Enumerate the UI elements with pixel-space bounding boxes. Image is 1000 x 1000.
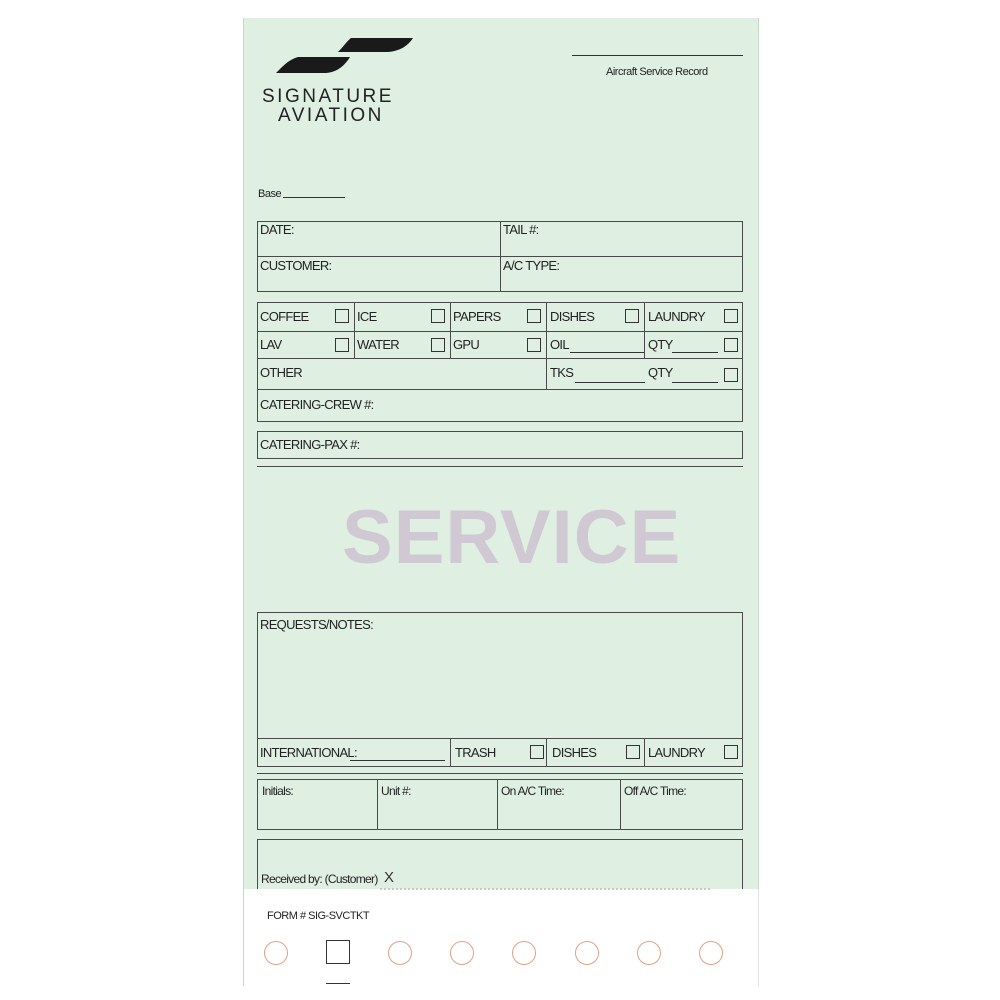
off-ac-time-field[interactable]: Off A/C Time: — [624, 784, 687, 798]
punch-hole — [637, 941, 661, 965]
punch-hole — [512, 941, 536, 965]
other-field[interactable]: OTHER — [260, 365, 303, 380]
signature-mark[interactable]: X — [384, 869, 395, 886]
services-col-divider-3 — [546, 302, 547, 389]
completion-col-divider-3 — [620, 779, 621, 830]
brand-name-line1: SIGNATURE — [262, 86, 394, 107]
punch-hole — [450, 941, 474, 965]
tks-qty-label: QTY — [648, 365, 673, 380]
completion-col-divider-2 — [497, 779, 498, 830]
oil-qty-label: QTY — [648, 337, 673, 352]
punch-square-base — [326, 983, 350, 984]
post-laundry-checkbox[interactable] — [724, 745, 738, 759]
punch-square — [326, 940, 350, 964]
services-row-divider-2 — [257, 358, 743, 359]
punch-hole — [575, 941, 599, 965]
services-col-divider-2 — [450, 302, 451, 358]
lav-checkbox[interactable] — [335, 338, 349, 352]
notes-row-divider — [257, 738, 743, 739]
notes-col-divider-2 — [546, 738, 547, 767]
oil-qty-field[interactable] — [672, 352, 718, 353]
record-number-line[interactable] — [572, 55, 743, 56]
initials-field[interactable]: Initials: — [262, 784, 294, 798]
requests-notes-box — [257, 612, 743, 767]
papers-checkbox[interactable] — [527, 309, 541, 323]
tks-field[interactable] — [575, 382, 645, 383]
water-checkbox[interactable] — [431, 338, 445, 352]
notes-col-divider-1 — [450, 738, 451, 767]
notes-bottom-divider — [257, 773, 743, 774]
ticket-stub — [243, 889, 759, 986]
date-field[interactable]: DATE: — [260, 222, 294, 237]
tks-qty-field[interactable] — [672, 382, 718, 383]
punch-hole — [388, 941, 412, 965]
laundry-checkbox[interactable] — [724, 309, 738, 323]
signature-aviation-logo-icon — [276, 36, 416, 76]
unit-number-field[interactable]: Unit #: — [381, 784, 411, 798]
base-label: Base — [258, 188, 282, 200]
notes-col-divider-3 — [644, 738, 645, 767]
punch-hole — [699, 941, 723, 965]
post-dishes-label: DISHES — [552, 745, 597, 760]
international-field[interactable] — [350, 760, 445, 761]
requests-notes-field[interactable]: REQUESTS/NOTES: — [260, 617, 374, 632]
completion-col-divider-1 — [377, 779, 378, 830]
water-label: WATER — [357, 337, 399, 352]
ac-type-field[interactable]: A/C TYPE: — [503, 258, 560, 273]
laundry-label: LAUNDRY — [648, 309, 705, 324]
catering-pax-field[interactable]: CATERING-PAX #: — [260, 437, 360, 452]
catering-crew-field[interactable]: CATERING-CREW #: — [260, 397, 374, 412]
tail-number-field[interactable]: TAIL #: — [503, 222, 539, 237]
ice-label: ICE — [357, 309, 377, 324]
post-laundry-label: LAUNDRY — [648, 745, 705, 760]
dishes-checkbox[interactable] — [625, 309, 639, 323]
coffee-label: COFFEE — [260, 309, 309, 324]
flight-info-vdivider — [500, 221, 501, 292]
customer-field[interactable]: CUSTOMER: — [260, 258, 332, 273]
section-divider — [257, 466, 743, 467]
service-watermark: SERVICE — [342, 495, 682, 580]
gpu-checkbox[interactable] — [527, 338, 541, 352]
international-label: INTERNATIONAL: — [260, 745, 357, 760]
trash-label: TRASH — [455, 745, 496, 760]
services-row-divider-1 — [257, 331, 743, 332]
lav-label: LAV — [260, 337, 282, 352]
tks-checkbox[interactable] — [724, 368, 738, 382]
services-col-divider-1 — [354, 302, 355, 358]
brand-name-line2: AVIATION — [278, 105, 384, 126]
punch-hole — [264, 941, 288, 965]
ice-checkbox[interactable] — [431, 309, 445, 323]
oil-checkbox[interactable] — [724, 338, 738, 352]
coffee-checkbox[interactable] — [335, 309, 349, 323]
record-title: Aircraft Service Record — [606, 66, 708, 78]
gpu-label: GPU — [453, 337, 480, 352]
post-dishes-checkbox[interactable] — [626, 745, 640, 759]
papers-label: PAPERS — [453, 309, 501, 324]
tks-label: TKS — [550, 365, 574, 380]
oil-label: OIL — [550, 337, 569, 352]
services-row-divider-3 — [257, 389, 743, 390]
form-number: FORM # SIG-SVCTKT — [267, 910, 370, 922]
received-by-label: Received by: (Customer) — [261, 872, 378, 886]
oil-field[interactable] — [570, 352, 644, 353]
dishes-label: DISHES — [550, 309, 595, 324]
base-field[interactable] — [283, 197, 345, 198]
trash-checkbox[interactable] — [530, 745, 544, 759]
on-ac-time-field[interactable]: On A/C Time: — [501, 784, 564, 798]
services-col-divider-4 — [644, 302, 645, 358]
